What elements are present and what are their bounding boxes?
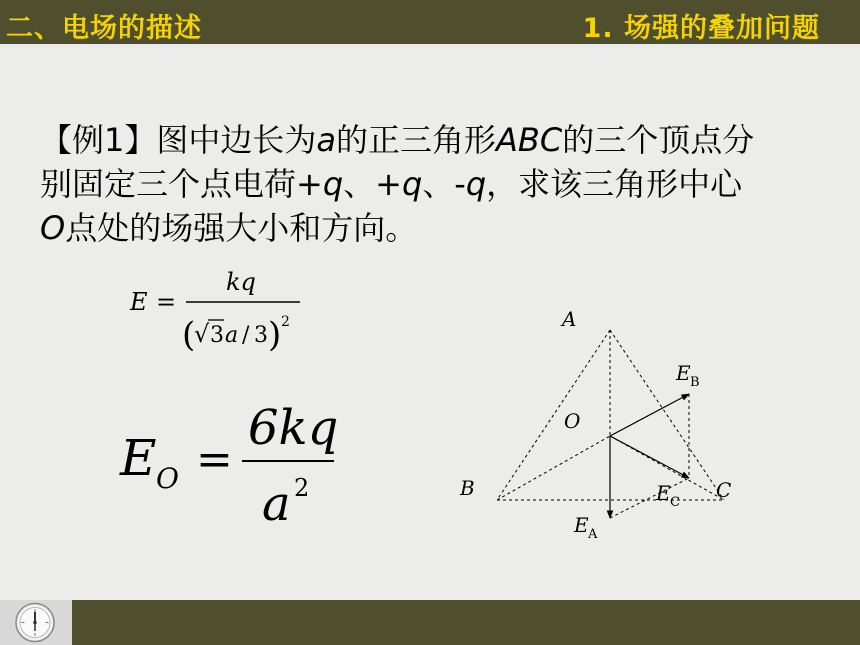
header-bar (0, 0, 860, 44)
formula2-eq: = (196, 434, 233, 485)
problem-text-part: 【例1】图中边长为 (40, 121, 317, 159)
clock-icon (12, 601, 58, 644)
label-eb: E (676, 361, 691, 385)
label-ea-subscript: A (588, 527, 598, 542)
formula-coulomb (128, 262, 328, 372)
formula2-power: 2 (294, 474, 310, 502)
formula2-numerator: 6kq (248, 400, 339, 456)
label-ec-subscript: C (670, 495, 680, 510)
clock-button[interactable] (0, 600, 72, 645)
formula1-paren-open: ( (182, 315, 196, 355)
formula1-sqrt: √ (194, 320, 210, 348)
formula1-three-b: 3 (254, 323, 268, 348)
problem-text-part: 的正三角形 (335, 121, 496, 159)
section-title: 二、电场的描述 (6, 13, 202, 44)
problem-text-part: 点处的场强大小和方向。 (65, 209, 418, 247)
label-ea: E (574, 513, 589, 537)
variable-abc: ABC (496, 121, 563, 159)
variable-q: q (322, 165, 344, 203)
label-a: A (562, 307, 577, 331)
median-b (497, 436, 610, 500)
formula-result (116, 400, 346, 540)
footer-bar (0, 600, 860, 645)
side-ac (610, 330, 724, 500)
formula2-lhs: E (120, 429, 157, 487)
problem-text-part: ，求该三角形中心 (486, 165, 743, 203)
label-ec: E (656, 481, 671, 505)
variable-a: a (316, 121, 336, 159)
formula1-paren-close: ) (268, 315, 282, 355)
label-c: C (716, 478, 732, 502)
formula1-numerator: kq (226, 268, 256, 296)
label-b: B (460, 476, 475, 500)
formula1-eq: = (156, 288, 177, 316)
formula2-denominator: a (262, 476, 291, 532)
topic-title: 1. 场强的叠加问题 (582, 13, 820, 44)
triangle-diagram (452, 300, 752, 550)
variable-q: q (401, 165, 423, 203)
formula1-a: a (225, 323, 239, 348)
side-ab (497, 330, 610, 500)
label-o: O (564, 409, 581, 433)
problem-text-part: 、+ (343, 165, 402, 203)
label-eb-subscript: B (690, 375, 700, 390)
formula1-three: 3 (210, 323, 224, 348)
variable-q: q (465, 165, 487, 203)
problem-text-part: 的三个顶点分别固定三个点电荷+ (40, 121, 755, 203)
problem-text-part: 、- (422, 165, 466, 203)
formula1-lhs: E (130, 288, 148, 316)
problem-text (40, 118, 760, 250)
formula2-lhs-subscript: O (156, 462, 179, 495)
vector-ec (610, 436, 689, 478)
formula1-power: 2 (281, 314, 290, 330)
formula1-slash: / (242, 323, 250, 348)
variable-o: O (40, 209, 66, 247)
